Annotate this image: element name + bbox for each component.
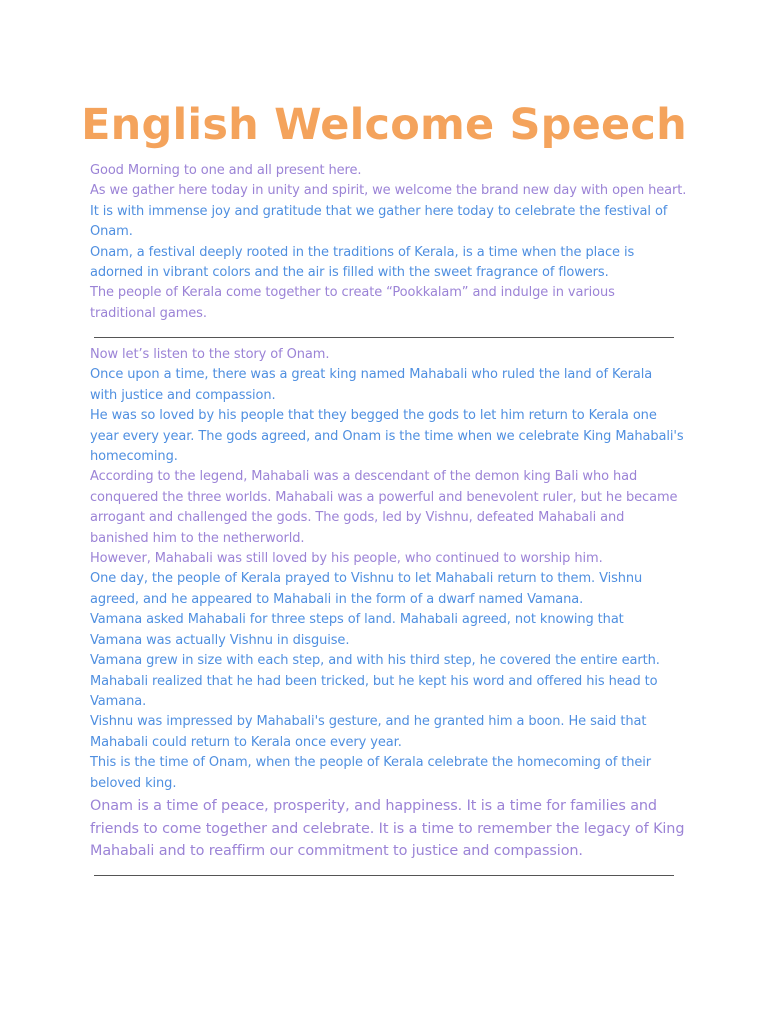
text-line: conquered the three worlds. Mahabali was a powerful and benevolent ruler, but he became (90, 489, 678, 505)
text-line: Good Morning to one and all present here. (90, 163, 362, 178)
story-paragraph (90, 345, 690, 794)
text-line: friends to come together and celebrate. It is a time to remember the legacy of King (90, 820, 685, 837)
text-line: It is with immense joy and gratitude that we gather here today to celebrate the festival of (90, 203, 668, 219)
text-line: According to the legend, Mahabali was a descendant of the demon king Bali who had (90, 469, 638, 485)
text-line: Once upon a time, there was a great king named Mahabali who ruled the land of Kerala (90, 367, 653, 383)
text-line: Vamana. (90, 693, 147, 709)
text-line: Vishnu was impressed by Mahabali's gesture, and he granted him a boon. He said that (90, 714, 647, 730)
text-line: adorned in vibrant colors and the air is filled with the sweet fragrance of flowers. (90, 265, 609, 281)
text-line: Vamana grew in size with each step, and with his third step, he covered the entire earth. (90, 653, 660, 669)
intro-paragraph (90, 161, 690, 324)
text-line: banished him to the netherworld. (90, 530, 305, 546)
text-line: He was so loved by his people that they begged the gods to let him return to Kerala one (90, 408, 657, 424)
text-line: homecoming. (90, 449, 178, 465)
divider (94, 337, 674, 338)
text-line: The people of Kerala come together to create “Pookkalam” and indulge in various (90, 285, 615, 301)
text-line: with justice and compassion. (90, 387, 276, 403)
text-line: Now let’s listen to the story of Onam. (90, 347, 330, 362)
text-line: Onam, a festival deeply rooted in the traditions of Kerala, is a time when the place is (90, 244, 635, 260)
divider (94, 875, 674, 876)
text-line: This is the time of Onam, when the people of Kerala celebrate the homecoming of their (90, 755, 651, 771)
text-line: Vamana asked Mahabali for three steps of land. Mahabali agreed, not knowing that (90, 612, 624, 628)
page-title: English Welcome Speech (81, 100, 687, 150)
text-line: year every year. The gods agreed, and Onam is the time when we celebrate King Mahabali's (90, 428, 684, 444)
text-line: Onam is a time of peace, prosperity, and happiness. It is a time for families and (90, 798, 657, 814)
closing-paragraph (90, 795, 690, 863)
text-line: Vamana was actually Vishnu in disguise. (90, 632, 350, 648)
text-line: As we gather here today in unity and spirit, we welcome the brand new day with open heart. (90, 183, 687, 199)
text-line: One day, the people of Kerala prayed to Vishnu to let Mahabali return to them. Vishnu (90, 571, 643, 587)
text-line: traditional games. (90, 305, 207, 321)
text-line: Mahabali could return to Kerala once every year. (90, 734, 402, 750)
text-line: However, Mahabali was still loved by his people, who continued to worship him. (90, 551, 603, 567)
text-line: Onam. (90, 224, 133, 240)
text-line: Mahabali and to reaffirm our commitment to justice and compassion. (90, 843, 583, 859)
text-line: Mahabali realized that he had been tricked, but he kept his word and offered his head to (90, 673, 658, 689)
text-line: beloved king. (90, 775, 177, 791)
text-line: agreed, and he appeared to Mahabali in the form of a dwarf named Vamana. (90, 591, 584, 607)
text-line: arrogant and challenged the gods. The gods, led by Vishnu, defeated Mahabali and (90, 510, 625, 526)
